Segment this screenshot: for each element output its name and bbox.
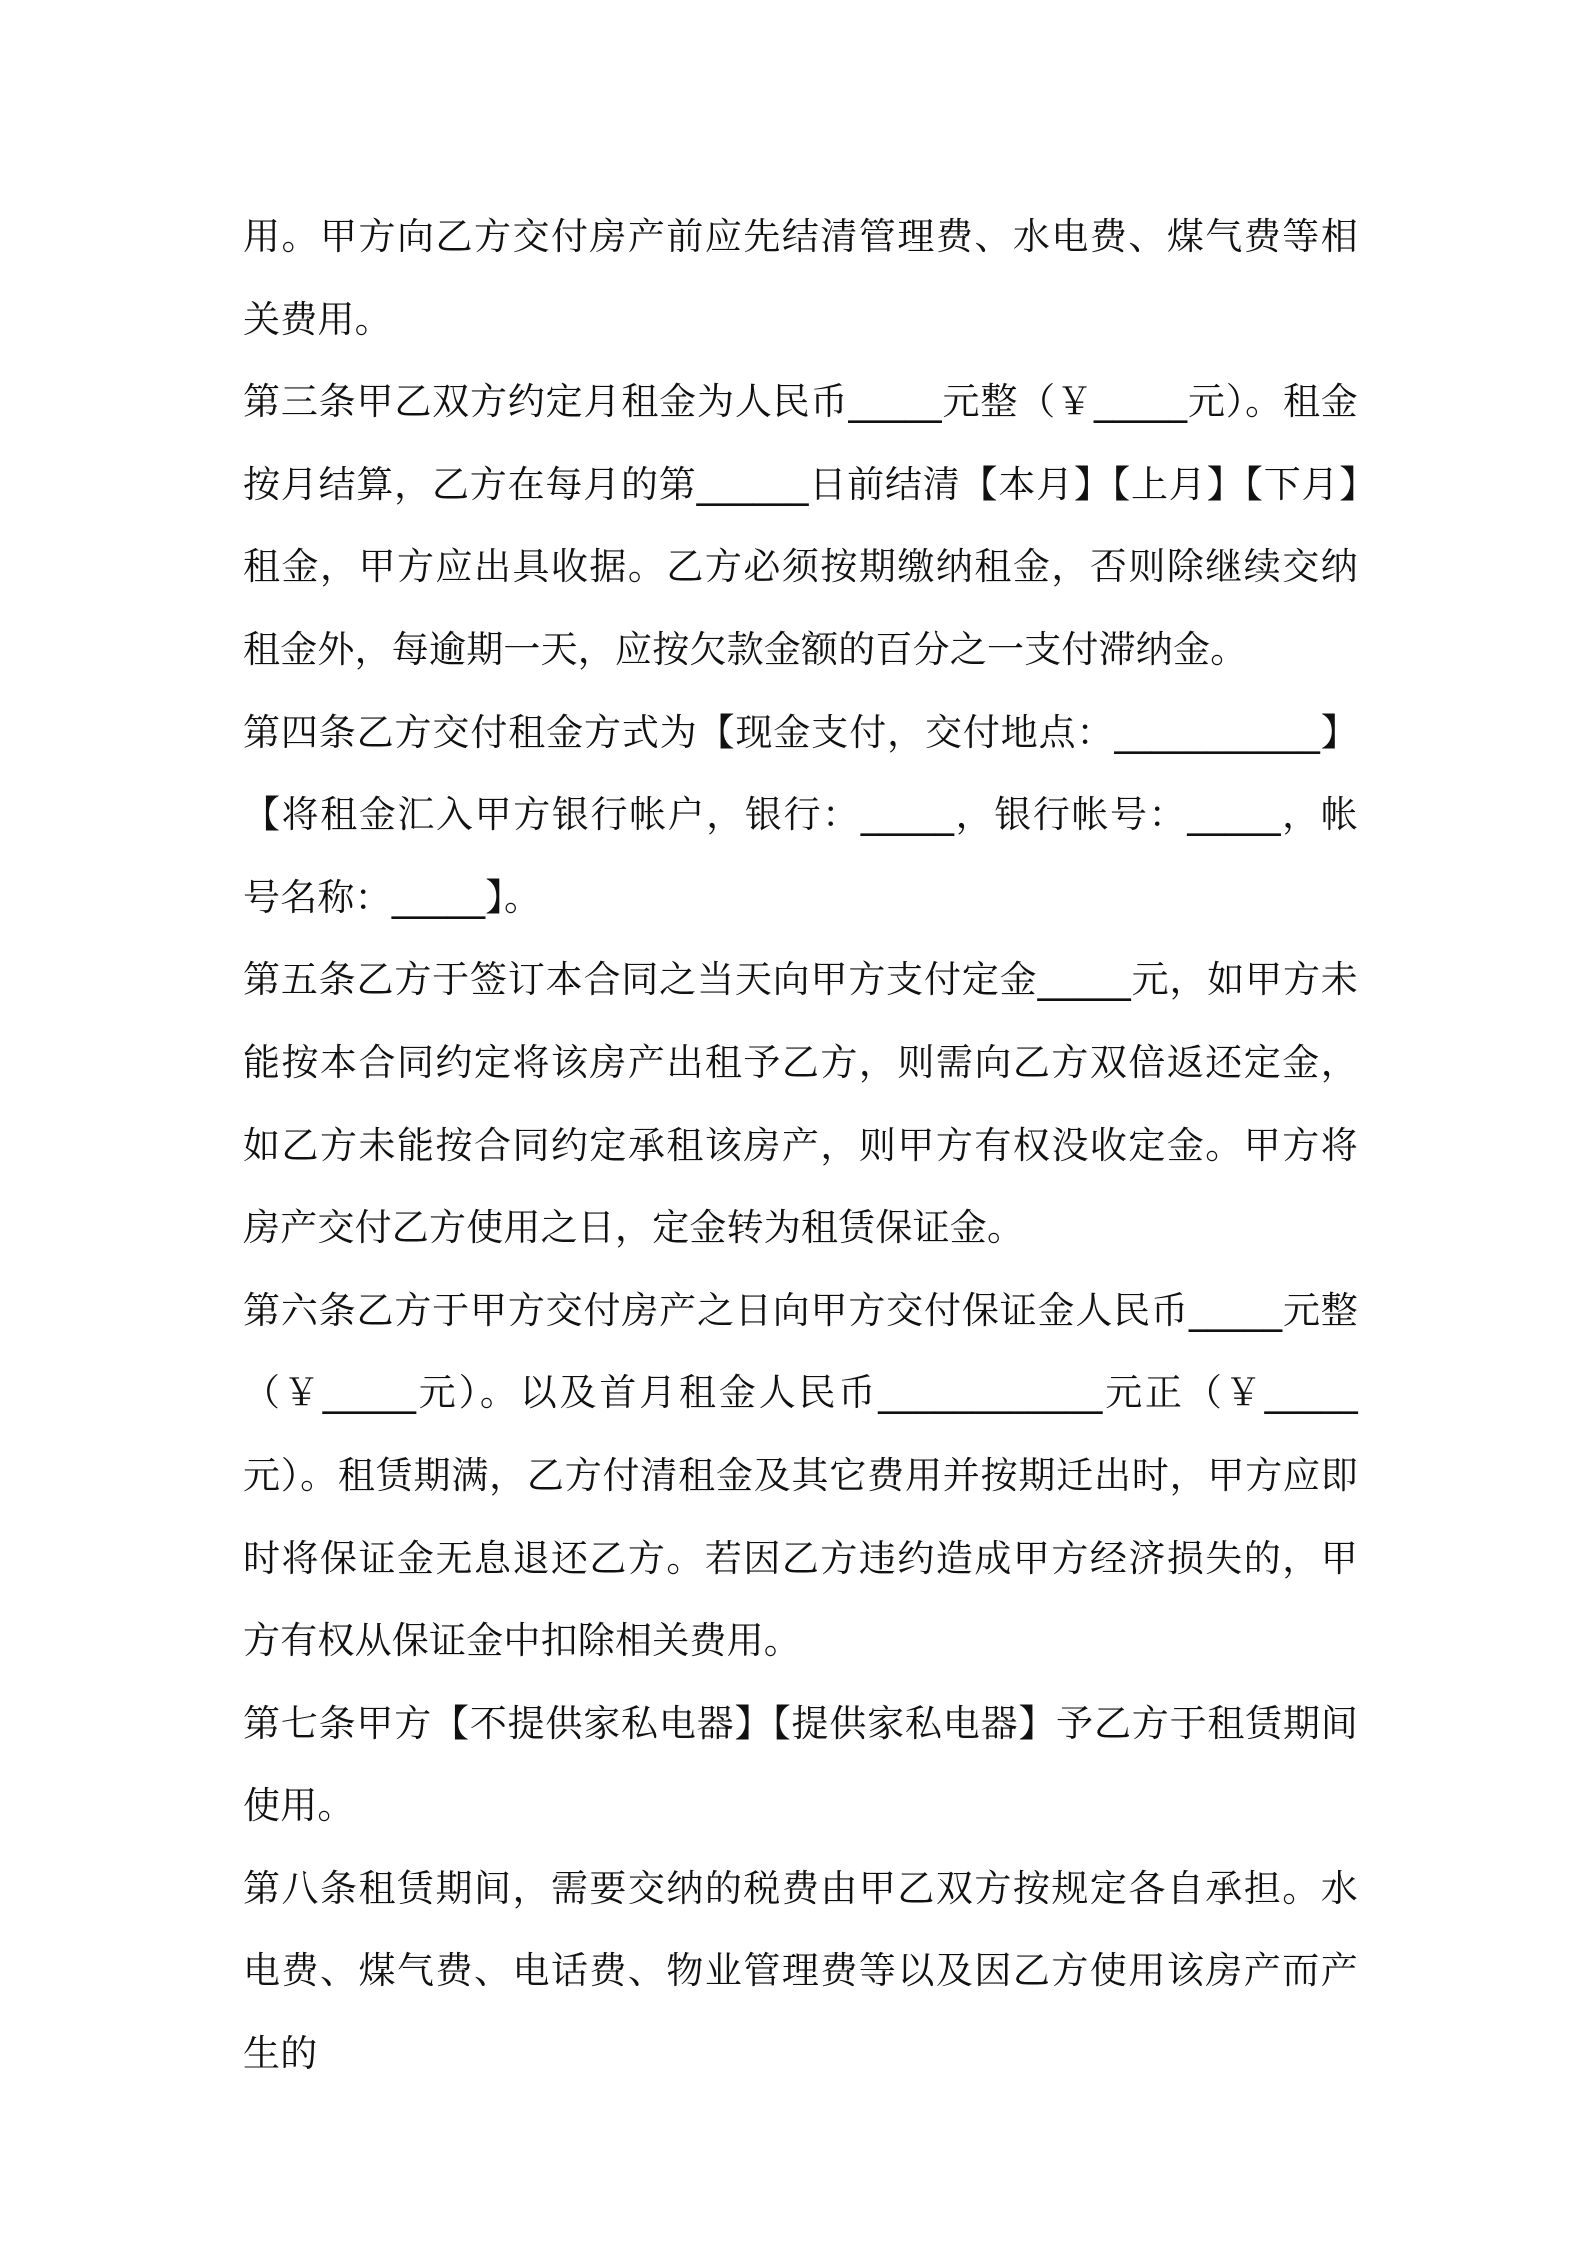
paragraph-article-5-deposit: 第五条乙方于签订本合同之当天向甲方支付定金_____元，如甲方未能按本合同约定将该房产出租予乙方，则需向乙方双倍返还定金，如乙方未能按合同约定承租该房产，则甲方有权没收定金。甲方将房产交付乙方使用之日，定金转为租赁保证金。 xyxy=(243,958,1358,1250)
paragraph-fee-settlement: 用。甲方向乙方交付房产前应先结清管理费、水电费、煤气费等相关费用。 xyxy=(243,215,1358,341)
paragraph-article-6-security-deposit: 第六条乙方于甲方交付房产之日向甲方交付保证金人民币_____元整（￥_____元）。以及首月租金人民币____________元正（￥_____元）。租赁期满，乙方付清租金及其它费用并按期迁出时，甲方应即时将保证金无息退还乙方。若因乙方违约造成甲方经济损失的，甲方有权从保证金中扣除相关费用。 xyxy=(243,1288,1358,1663)
paragraph-article-4-payment-method: 第四条乙方交付租金方式为【现金支付，交付地点：___________】【将租金汇入甲方银行帐户，银行：_____，银行帐号：_____，帐号名称：_____】。 xyxy=(243,710,1358,919)
paragraph-article-7-furniture: 第七条甲方【不提供家私电器】【提供家私电器】予乙方于租赁期间使用。 xyxy=(243,1701,1358,1828)
paragraph-article-8-taxes: 第八条租赁期间，需要交纳的税费由甲乙双方按规定各自承担。水电费、煤气费、电话费、物业管理费等以及因乙方使用该房产而产生的 xyxy=(243,1866,1358,2076)
document-body xyxy=(243,196,1358,2096)
paragraph-article-3-rent: 第三条甲乙双方约定月租金为人民币_____元整（￥_____元）。租金按月结算，乙方在每月的第______日前结清【本月】【上月】【下月】租金，甲方应出具收据。乙方必须按期缴纳租金，否则除继续交纳租金外，每逾期一天，应按欠款金额的百分之一支付滞纳金。 xyxy=(243,380,1358,671)
